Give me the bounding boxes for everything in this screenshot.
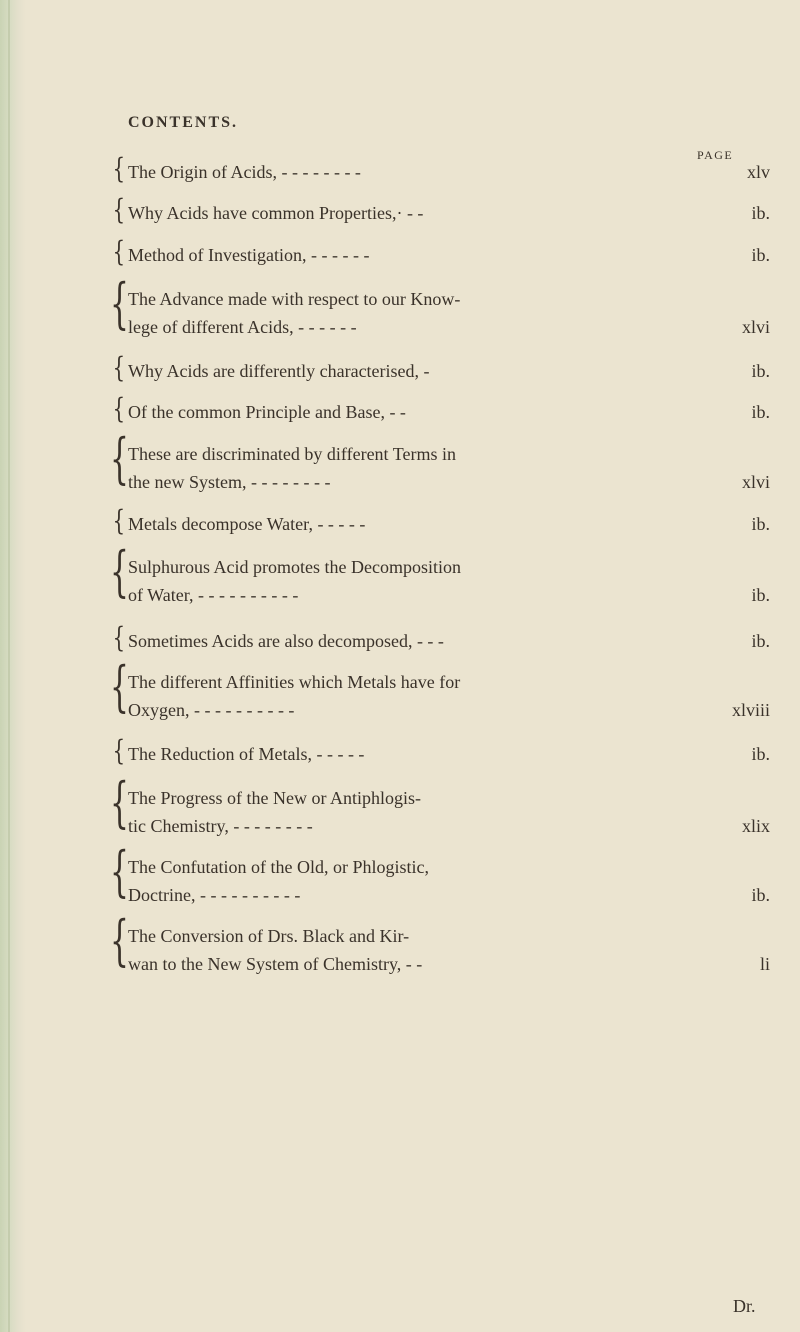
toc-entry-text: Doctrine, - - - - - - - - - - [128, 885, 301, 905]
toc-entry-text: Sulphurous Acid promotes the Decomposition [128, 557, 461, 577]
toc-entry [110, 840, 770, 909]
toc-page-number: ib. [751, 402, 770, 422]
toc-entry-line [110, 784, 770, 812]
toc-entry-line [110, 581, 770, 609]
brace-mark: { [112, 504, 126, 537]
toc-page-number: xlvi [741, 317, 770, 337]
brace-mark: { [112, 392, 126, 425]
toc-entry-line [110, 199, 770, 227]
brace-mark: { [110, 840, 129, 903]
toc-entry-text: The Conversion of Drs. Black and Kir- [128, 926, 410, 946]
page-column-label: PAGE [697, 148, 734, 162]
toc-entry-line [110, 398, 770, 426]
toc-entry-line [110, 950, 770, 978]
toc-entry-line [110, 285, 770, 313]
brace-mark: { [112, 621, 126, 654]
toc-entry-line [110, 553, 770, 581]
toc-entry-line [110, 696, 770, 724]
toc-page-number: ib. [751, 245, 770, 265]
toc-entry-text: Oxygen, - - - - - - - - - - [128, 700, 295, 720]
toc-entry-text: Sometimes Acids are also decomposed, - - - [128, 631, 444, 651]
brace-mark: { [112, 193, 126, 226]
toc-entry [110, 655, 770, 724]
page-binding-edge [0, 0, 26, 1332]
toc-page-number: ib. [751, 744, 770, 764]
toc-entry-line [110, 627, 770, 655]
toc-entry-text: Metals decompose Water, - - - - - [128, 514, 366, 534]
toc-entry-text: of Water, - - - - - - - - - - [128, 585, 299, 605]
toc-entry-text: lege of different Acids, - - - - - - [128, 317, 357, 337]
toc-entry-line [110, 313, 770, 341]
toc-page-number: ib. [751, 885, 770, 905]
toc-entry-line [110, 881, 770, 909]
toc-entry-text: tic Chemistry, - - - - - - - - [128, 816, 313, 836]
brace-mark: { [110, 540, 129, 603]
toc-entry-line [110, 241, 770, 269]
toc-entry [110, 427, 770, 496]
toc-entry [110, 193, 770, 227]
toc-entry [110, 621, 770, 655]
toc-page-number: ib. [751, 585, 770, 605]
toc-page-number: xlviii [731, 700, 770, 720]
toc-page-number: ib. [751, 631, 770, 651]
toc-entry-line [110, 740, 770, 768]
toc-page-number: ib. [751, 514, 770, 534]
toc-entry-text: The Progress of the New or Antiphlogis- [128, 788, 421, 808]
catchword: Dr. [733, 1296, 756, 1316]
toc-entry-text: Method of Investigation, - - - - - - [128, 245, 370, 265]
brace-mark: { [110, 427, 129, 490]
toc-entry [110, 351, 770, 385]
brace-mark: { [110, 655, 129, 718]
toc-entry [110, 392, 770, 426]
toc-entry [110, 235, 770, 269]
page-title: CONTENTS. [128, 114, 239, 131]
toc-entry-text: The Confutation of the Old, or Phlogistic, [128, 857, 429, 877]
toc-entry-text: Of the common Principle and Base, - - [128, 402, 406, 422]
toc-entry [110, 909, 770, 978]
toc-entry-text: wan to the New System of Chemistry, - - [128, 954, 423, 974]
toc-entry-line [110, 812, 770, 840]
toc-entry-line [110, 468, 770, 496]
toc-entry-text: The Reduction of Metals, - - - - - [128, 744, 365, 764]
toc-page-number: xlv [746, 162, 770, 182]
toc-entry [110, 504, 770, 538]
brace-mark: { [110, 272, 129, 335]
toc-page-number: xlvi [741, 472, 770, 492]
toc-entry-line [110, 158, 770, 186]
toc-entry-text: The Advance made with respect to our Know- [128, 289, 461, 309]
brace-mark: { [112, 734, 126, 767]
toc-entry-text: the new System, - - - - - - - - [128, 472, 331, 492]
toc-entry-line [110, 357, 770, 385]
toc-entry-line [110, 510, 770, 538]
toc-entry-text: The Origin of Acids, - - - - - - - - [128, 162, 361, 182]
toc-page-number: ib. [751, 203, 770, 223]
toc-entry-line [110, 922, 770, 950]
toc-page-number: ib. [751, 361, 770, 381]
toc-entry-text: Why Acids have common Properties,· - - [128, 203, 424, 223]
brace-mark: { [112, 152, 126, 185]
toc-entry [110, 734, 770, 768]
toc-entry-line [110, 668, 770, 696]
toc-entry-line [110, 440, 770, 468]
binding-shadow [8, 0, 10, 1332]
toc-entry-text: The different Affinities which Metals have for [128, 672, 461, 692]
toc-entry-text: These are discriminated by different Terms in [128, 444, 456, 464]
toc-entry [110, 771, 770, 840]
toc-entry-line [110, 853, 770, 881]
brace-mark: { [110, 909, 129, 972]
brace-mark: { [112, 351, 126, 384]
toc-page-number: xlix [741, 816, 770, 836]
brace-mark: { [112, 235, 126, 268]
toc-page-number: li [759, 954, 770, 974]
toc-entry [110, 272, 770, 341]
brace-mark: { [110, 771, 129, 834]
toc-entry [110, 540, 770, 609]
toc-entry-text: Why Acids are differently characterised, - [128, 361, 430, 381]
